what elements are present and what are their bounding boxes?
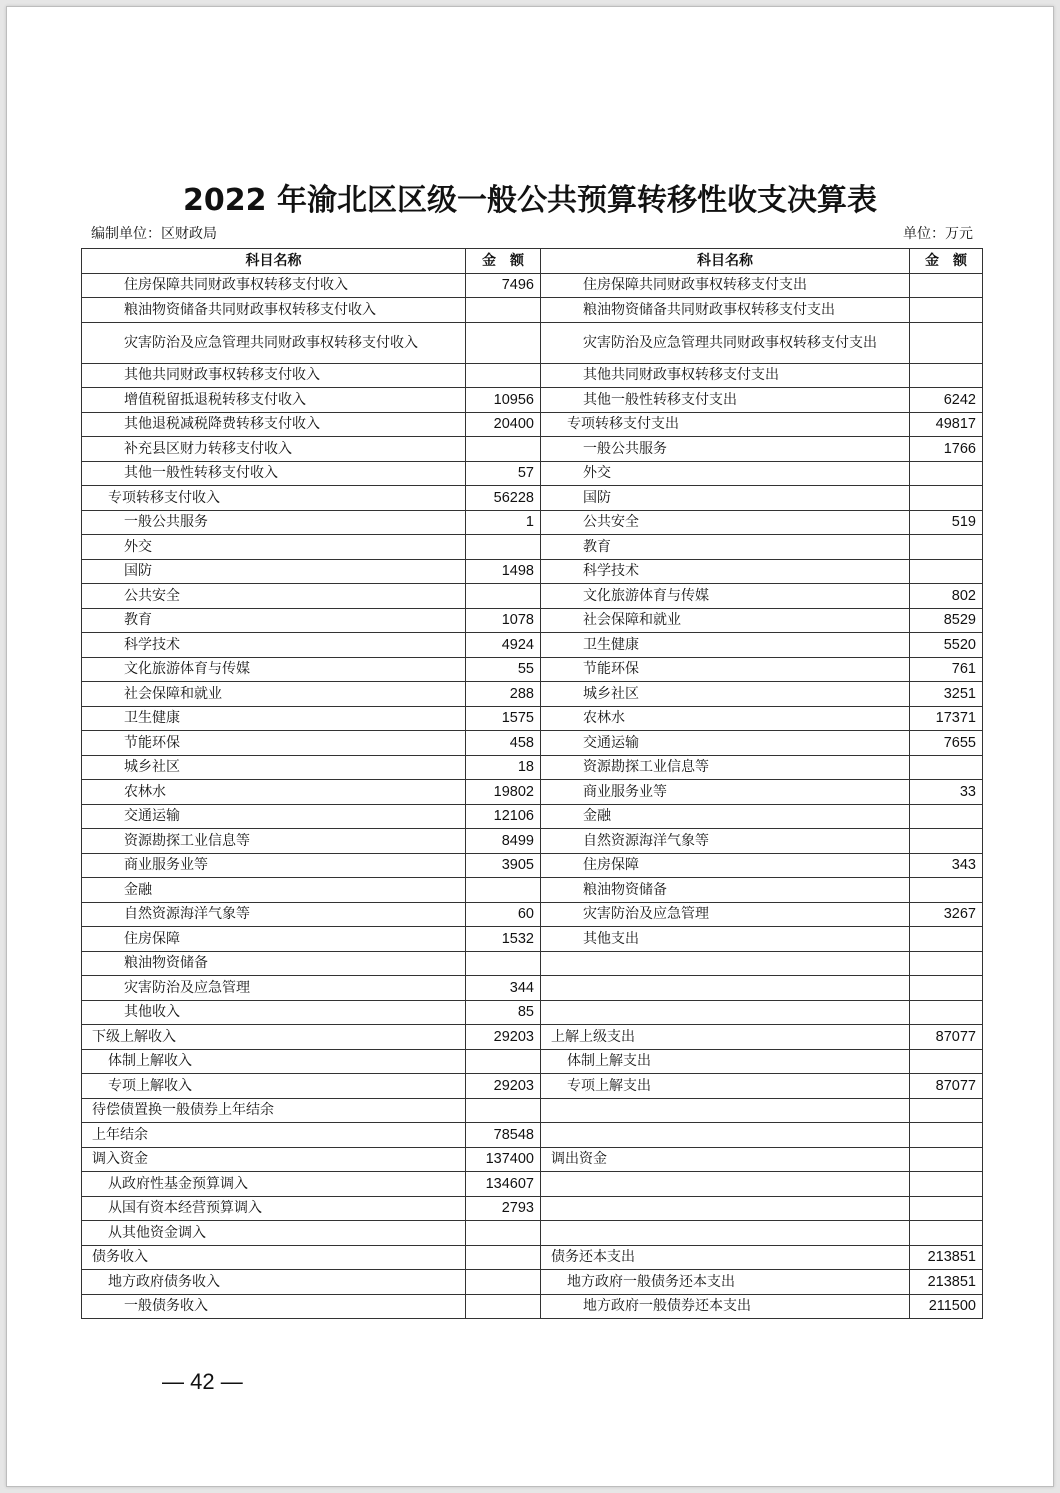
expense-item-name: 其他共同财政事权转移支付支出 bbox=[541, 363, 910, 388]
expense-item-amount bbox=[910, 1221, 983, 1246]
table-row bbox=[82, 706, 983, 731]
income-item-name: 外交 bbox=[82, 535, 466, 560]
income-item-amount: 3905 bbox=[466, 853, 541, 878]
income-item-name: 粮油物资储备共同财政事权转移支付收入 bbox=[82, 298, 466, 323]
expense-item-amount: 17371 bbox=[910, 706, 983, 731]
table-row bbox=[82, 976, 983, 1001]
table-row bbox=[82, 1123, 983, 1148]
expense-item-amount: 49817 bbox=[910, 412, 983, 437]
income-item-amount: 288 bbox=[466, 682, 541, 707]
header-left-name: 科目名称 bbox=[82, 249, 466, 274]
expense-item-amount bbox=[910, 878, 983, 903]
expense-item-amount bbox=[910, 976, 983, 1001]
table-row bbox=[82, 584, 983, 609]
income-item-amount: 78548 bbox=[466, 1123, 541, 1148]
budget-table bbox=[81, 248, 983, 1319]
expense-item-name: 住房保障共同财政事权转移支付支出 bbox=[541, 273, 910, 298]
expense-item-name: 文化旅游体育与传媒 bbox=[541, 584, 910, 609]
income-item-name: 资源勘探工业信息等 bbox=[82, 829, 466, 854]
table-row bbox=[82, 1147, 983, 1172]
expense-item-amount: 1766 bbox=[910, 437, 983, 462]
table-row bbox=[82, 927, 983, 952]
income-item-amount: 19802 bbox=[466, 780, 541, 805]
expense-item-amount bbox=[910, 1098, 983, 1123]
income-item-name: 商业服务业等 bbox=[82, 853, 466, 878]
expense-item-amount bbox=[910, 804, 983, 829]
table-row bbox=[82, 1294, 983, 1319]
expense-item-name: 专项上解支出 bbox=[541, 1074, 910, 1099]
income-item-amount bbox=[466, 1049, 541, 1074]
expense-item-name: 金融 bbox=[541, 804, 910, 829]
income-item-name: 文化旅游体育与传媒 bbox=[82, 657, 466, 682]
table-row bbox=[82, 878, 983, 903]
expense-item-name bbox=[541, 951, 910, 976]
header-right-amount: 金 额 bbox=[910, 249, 983, 274]
expense-item-name: 城乡社区 bbox=[541, 682, 910, 707]
expense-item-name: 商业服务业等 bbox=[541, 780, 910, 805]
income-item-name: 一般债务收入 bbox=[82, 1294, 466, 1319]
expense-item-amount: 7655 bbox=[910, 731, 983, 756]
expense-item-amount bbox=[910, 1172, 983, 1197]
income-item-name: 住房保障共同财政事权转移支付收入 bbox=[82, 273, 466, 298]
income-item-name: 灾害防治及应急管理 bbox=[82, 976, 466, 1001]
income-item-amount: 7496 bbox=[466, 273, 541, 298]
income-item-name: 其他收入 bbox=[82, 1000, 466, 1025]
table-row bbox=[82, 486, 983, 511]
table-row bbox=[82, 298, 983, 323]
expense-item-amount bbox=[910, 927, 983, 952]
expense-item-amount bbox=[910, 755, 983, 780]
income-item-amount: 344 bbox=[466, 976, 541, 1001]
table-row bbox=[82, 559, 983, 584]
table-row bbox=[82, 1245, 983, 1270]
page-number: — 42 — bbox=[162, 1369, 243, 1394]
table-row bbox=[82, 1025, 983, 1050]
expense-item-amount: 343 bbox=[910, 853, 983, 878]
income-item-name: 下级上解收入 bbox=[82, 1025, 466, 1050]
expense-item-amount bbox=[910, 461, 983, 486]
expense-item-amount bbox=[910, 1049, 983, 1074]
income-item-name: 社会保障和就业 bbox=[82, 682, 466, 707]
table-row bbox=[82, 1270, 983, 1295]
table-row bbox=[82, 780, 983, 805]
expense-item-name bbox=[541, 1000, 910, 1025]
income-item-amount: 10956 bbox=[466, 388, 541, 413]
expense-item-name: 农林水 bbox=[541, 706, 910, 731]
income-item-amount: 134607 bbox=[466, 1172, 541, 1197]
expense-item-name bbox=[541, 1098, 910, 1123]
income-item-amount: 56228 bbox=[466, 486, 541, 511]
expense-item-amount: 87077 bbox=[910, 1074, 983, 1099]
expense-item-name: 节能环保 bbox=[541, 657, 910, 682]
expense-item-name: 地方政府一般债务还本支出 bbox=[541, 1270, 910, 1295]
expense-item-name bbox=[541, 1123, 910, 1148]
table-row bbox=[82, 1098, 983, 1123]
income-item-amount bbox=[466, 298, 541, 323]
income-item-name: 灾害防治及应急管理共同财政事权转移支付收入 bbox=[82, 322, 466, 363]
income-item-amount bbox=[466, 584, 541, 609]
income-item-amount: 1 bbox=[466, 510, 541, 535]
income-item-amount bbox=[466, 1098, 541, 1123]
expense-item-amount: 213851 bbox=[910, 1245, 983, 1270]
income-item-name: 从其他资金调入 bbox=[82, 1221, 466, 1246]
expense-item-name: 国防 bbox=[541, 486, 910, 511]
income-item-name: 专项上解收入 bbox=[82, 1074, 466, 1099]
expense-item-amount: 87077 bbox=[910, 1025, 983, 1050]
income-item-amount bbox=[466, 363, 541, 388]
table-row bbox=[82, 510, 983, 535]
expense-item-amount bbox=[910, 829, 983, 854]
income-item-name: 增值税留抵退税转移支付收入 bbox=[82, 388, 466, 413]
income-item-name: 粮油物资储备 bbox=[82, 951, 466, 976]
income-item-name: 一般公共服务 bbox=[82, 510, 466, 535]
table-row bbox=[82, 1049, 983, 1074]
income-item-name: 其他一般性转移支付收入 bbox=[82, 461, 466, 486]
income-item-amount: 458 bbox=[466, 731, 541, 756]
income-item-amount: 60 bbox=[466, 902, 541, 927]
expense-item-amount: 761 bbox=[910, 657, 983, 682]
income-item-amount: 8499 bbox=[466, 829, 541, 854]
income-item-amount bbox=[466, 878, 541, 903]
table-row bbox=[82, 829, 983, 854]
income-item-amount: 137400 bbox=[466, 1147, 541, 1172]
income-item-amount bbox=[466, 951, 541, 976]
income-item-name: 科学技术 bbox=[82, 633, 466, 658]
expense-item-amount bbox=[910, 1196, 983, 1221]
table-row bbox=[82, 633, 983, 658]
income-item-name: 住房保障 bbox=[82, 927, 466, 952]
table-row bbox=[82, 608, 983, 633]
income-item-name: 其他共同财政事权转移支付收入 bbox=[82, 363, 466, 388]
header-left-amount: 金 额 bbox=[466, 249, 541, 274]
expense-item-name: 债务还本支出 bbox=[541, 1245, 910, 1270]
income-item-name: 调入资金 bbox=[82, 1147, 466, 1172]
income-item-amount bbox=[466, 535, 541, 560]
expense-item-name: 卫生健康 bbox=[541, 633, 910, 658]
income-item-name: 交通运输 bbox=[82, 804, 466, 829]
expense-item-name: 住房保障 bbox=[541, 853, 910, 878]
expense-item-name: 外交 bbox=[541, 461, 910, 486]
expense-item-amount: 519 bbox=[910, 510, 983, 535]
expense-item-name: 地方政府一般债券还本支出 bbox=[541, 1294, 910, 1319]
expense-item-name: 粮油物资储备 bbox=[541, 878, 910, 903]
income-item-name: 卫生健康 bbox=[82, 706, 466, 731]
income-item-amount: 55 bbox=[466, 657, 541, 682]
table-row bbox=[82, 682, 983, 707]
income-item-amount bbox=[466, 437, 541, 462]
expense-item-name: 体制上解支出 bbox=[541, 1049, 910, 1074]
income-item-name: 从政府性基金预算调入 bbox=[82, 1172, 466, 1197]
table-row bbox=[82, 902, 983, 927]
income-item-amount bbox=[466, 1270, 541, 1295]
expense-item-amount: 213851 bbox=[910, 1270, 983, 1295]
income-item-name: 体制上解收入 bbox=[82, 1049, 466, 1074]
expense-item-name bbox=[541, 1221, 910, 1246]
expense-item-name: 交通运输 bbox=[541, 731, 910, 756]
expense-item-amount: 211500 bbox=[910, 1294, 983, 1319]
income-item-amount bbox=[466, 1245, 541, 1270]
expense-item-amount bbox=[910, 363, 983, 388]
income-item-amount bbox=[466, 322, 541, 363]
expense-item-name: 其他一般性转移支付支出 bbox=[541, 388, 910, 413]
income-item-amount: 85 bbox=[466, 1000, 541, 1025]
income-item-name: 补充县区财力转移支付收入 bbox=[82, 437, 466, 462]
table-row bbox=[82, 804, 983, 829]
income-item-name: 其他退税减税降费转移支付收入 bbox=[82, 412, 466, 437]
table-row bbox=[82, 731, 983, 756]
expense-item-name: 上解上级支出 bbox=[541, 1025, 910, 1050]
document-page bbox=[6, 6, 1054, 1487]
expense-item-amount: 3251 bbox=[910, 682, 983, 707]
expense-item-name: 公共安全 bbox=[541, 510, 910, 535]
expense-item-name: 调出资金 bbox=[541, 1147, 910, 1172]
income-item-amount: 1575 bbox=[466, 706, 541, 731]
income-item-amount: 1498 bbox=[466, 559, 541, 584]
expense-item-amount bbox=[910, 1147, 983, 1172]
income-item-name: 专项转移支付收入 bbox=[82, 486, 466, 511]
income-item-amount bbox=[466, 1221, 541, 1246]
expense-item-amount bbox=[910, 273, 983, 298]
table-row bbox=[82, 363, 983, 388]
page-title: 2022 年渝北区区级一般公共预算转移性收支决算表 bbox=[183, 183, 877, 218]
expense-item-name: 自然资源海洋气象等 bbox=[541, 829, 910, 854]
expense-item-name: 其他支出 bbox=[541, 927, 910, 952]
income-item-name: 地方政府债务收入 bbox=[82, 1270, 466, 1295]
expense-item-amount bbox=[910, 322, 983, 363]
expense-item-amount: 5520 bbox=[910, 633, 983, 658]
income-item-name: 上年结余 bbox=[82, 1123, 466, 1148]
expense-item-name: 灾害防治及应急管理共同财政事权转移支付支出 bbox=[541, 322, 910, 363]
expense-item-name: 灾害防治及应急管理 bbox=[541, 902, 910, 927]
income-item-name: 教育 bbox=[82, 608, 466, 633]
expense-item-amount: 802 bbox=[910, 584, 983, 609]
income-item-name: 自然资源海洋气象等 bbox=[82, 902, 466, 927]
expense-item-amount bbox=[910, 1000, 983, 1025]
expense-item-amount: 33 bbox=[910, 780, 983, 805]
income-item-amount bbox=[466, 1294, 541, 1319]
income-item-name: 公共安全 bbox=[82, 584, 466, 609]
expense-item-amount: 3267 bbox=[910, 902, 983, 927]
table-row bbox=[82, 853, 983, 878]
expense-item-name: 粮油物资储备共同财政事权转移支付支出 bbox=[541, 298, 910, 323]
table-row bbox=[82, 461, 983, 486]
table-row bbox=[82, 951, 983, 976]
table-row bbox=[82, 1196, 983, 1221]
income-item-name: 金融 bbox=[82, 878, 466, 903]
table-row bbox=[82, 535, 983, 560]
income-item-amount: 2793 bbox=[466, 1196, 541, 1221]
table-row bbox=[82, 1000, 983, 1025]
income-item-amount: 20400 bbox=[466, 412, 541, 437]
unit-label: 单位：万元 bbox=[903, 226, 973, 242]
expense-item-name: 社会保障和就业 bbox=[541, 608, 910, 633]
table-row bbox=[82, 1074, 983, 1099]
header-right-name: 科目名称 bbox=[541, 249, 910, 274]
expense-item-name: 科学技术 bbox=[541, 559, 910, 584]
prepared-by: 编制单位：区财政局 bbox=[91, 226, 217, 242]
income-item-amount: 12106 bbox=[466, 804, 541, 829]
table-row bbox=[82, 657, 983, 682]
expense-item-name: 一般公共服务 bbox=[541, 437, 910, 462]
expense-item-name bbox=[541, 1196, 910, 1221]
expense-item-amount bbox=[910, 1123, 983, 1148]
expense-item-amount bbox=[910, 951, 983, 976]
income-item-amount: 1078 bbox=[466, 608, 541, 633]
table-row bbox=[82, 388, 983, 413]
expense-item-amount bbox=[910, 486, 983, 511]
table-row bbox=[82, 437, 983, 462]
income-item-name: 国防 bbox=[82, 559, 466, 584]
expense-item-name: 教育 bbox=[541, 535, 910, 560]
income-item-amount: 4924 bbox=[466, 633, 541, 658]
expense-item-name: 资源勘探工业信息等 bbox=[541, 755, 910, 780]
table-row bbox=[82, 1221, 983, 1246]
table-row bbox=[82, 273, 983, 298]
expense-item-name bbox=[541, 1172, 910, 1197]
expense-item-amount: 8529 bbox=[910, 608, 983, 633]
income-item-amount: 29203 bbox=[466, 1074, 541, 1099]
income-item-amount: 29203 bbox=[466, 1025, 541, 1050]
expense-item-name bbox=[541, 976, 910, 1001]
table-row bbox=[82, 322, 983, 363]
income-item-amount: 57 bbox=[466, 461, 541, 486]
income-item-amount: 18 bbox=[466, 755, 541, 780]
income-item-name: 农林水 bbox=[82, 780, 466, 805]
income-item-name: 待偿债置换一般债券上年结余 bbox=[82, 1098, 466, 1123]
income-item-amount: 1532 bbox=[466, 927, 541, 952]
table-header-row bbox=[82, 249, 983, 274]
expense-item-amount bbox=[910, 535, 983, 560]
expense-item-name: 专项转移支付支出 bbox=[541, 412, 910, 437]
expense-item-amount bbox=[910, 559, 983, 584]
table-row bbox=[82, 412, 983, 437]
table-row bbox=[82, 1172, 983, 1197]
income-item-name: 城乡社区 bbox=[82, 755, 466, 780]
expense-item-amount bbox=[910, 298, 983, 323]
income-item-name: 债务收入 bbox=[82, 1245, 466, 1270]
income-item-name: 从国有资本经营预算调入 bbox=[82, 1196, 466, 1221]
table-row bbox=[82, 755, 983, 780]
expense-item-amount: 6242 bbox=[910, 388, 983, 413]
income-item-name: 节能环保 bbox=[82, 731, 466, 756]
